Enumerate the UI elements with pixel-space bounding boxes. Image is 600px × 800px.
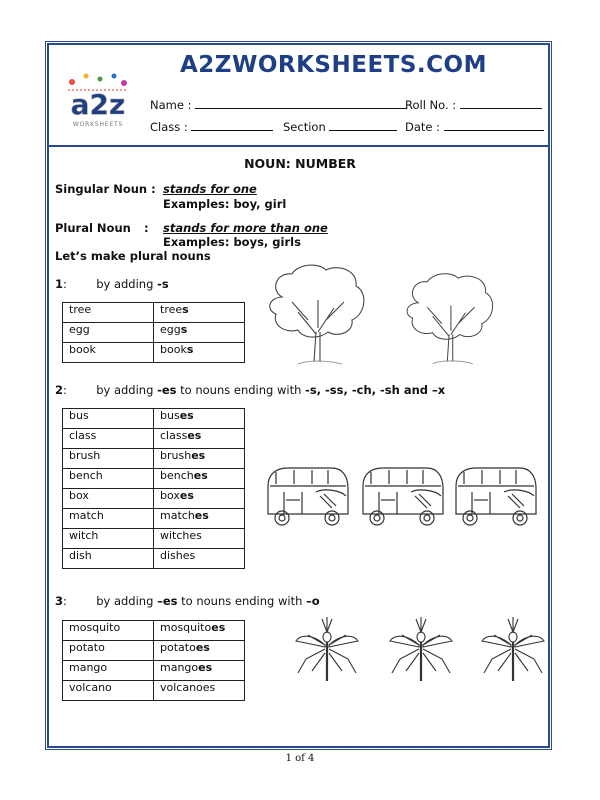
logo-subtext: WORKSHEETS (72, 121, 124, 128)
rule-3-prefix: by adding (96, 594, 154, 608)
section-label: Section (283, 120, 326, 134)
name-field[interactable] (150, 97, 407, 112)
singular-word: volcano (63, 681, 154, 701)
rule-1-table (62, 302, 245, 363)
singular-word: potato (63, 641, 154, 661)
plural-word: buses (154, 409, 245, 429)
plural-word: volcanoes (154, 681, 245, 701)
date-line[interactable] (444, 119, 544, 131)
plural-colon: : (144, 221, 149, 235)
singular-meaning: stands for one (163, 182, 257, 196)
table-row (63, 641, 245, 661)
header-divider (48, 145, 549, 147)
page-number: 1 of 4 (285, 753, 315, 764)
singular-label: Singular Noun : (55, 182, 156, 196)
plural-meaning: stands for more than one (163, 221, 328, 235)
date-field[interactable] (405, 119, 544, 134)
worksheet-title: NOUN: NUMBER (244, 156, 356, 171)
tree-icon (262, 262, 372, 370)
date-label: Date : (405, 120, 441, 134)
mosquito-icon (386, 615, 456, 687)
plural-word: potatoes (154, 641, 245, 661)
singular-examples: Examples: boy, girl (163, 197, 287, 211)
singular-word: bus (63, 409, 154, 429)
singular-word: brush (63, 449, 154, 469)
rule-2-number: 2 (55, 383, 64, 397)
table-row (63, 409, 245, 429)
table-row (63, 681, 245, 701)
singular-word: mosquito (63, 621, 154, 641)
rule-3-heading: 3: by adding –es to nouns ending with –o (55, 594, 320, 608)
section-field[interactable] (283, 119, 397, 134)
table-row (63, 303, 245, 323)
tree-icon (400, 270, 500, 370)
class-line[interactable] (191, 119, 273, 131)
plural-word: dishes (154, 549, 245, 569)
singular-word: tree (63, 303, 154, 323)
rule-2-suffix: -es (157, 383, 177, 397)
table-row (63, 489, 245, 509)
rule-2-endings: -s, -ss, -ch, -sh and –x (305, 383, 446, 397)
table-row (63, 661, 245, 681)
rule-2-rest: to nouns ending with (180, 383, 302, 397)
rule-3-table (62, 620, 245, 701)
plural-word: eggs (154, 323, 245, 343)
rule-1-heading: 1: by adding -s (55, 277, 169, 291)
class-field[interactable] (150, 119, 273, 134)
rule-3-endings: –o (306, 594, 320, 608)
rule-3-suffix: –es (157, 594, 178, 608)
singular-word: book (63, 343, 154, 363)
singular-word: match (63, 509, 154, 529)
mosquito-icon (478, 615, 548, 687)
plural-word: mosquitoes (154, 621, 245, 641)
singular-word: egg (63, 323, 154, 343)
singular-word: bench (63, 469, 154, 489)
singular-word: class (63, 429, 154, 449)
singular-word: dish (63, 549, 154, 569)
rule-1-suffix: -s (157, 277, 169, 291)
logo-text: a2z (70, 88, 126, 121)
rule-2-prefix: by adding (96, 383, 154, 397)
class-label: Class : (150, 120, 188, 134)
rule-3-number: 3 (55, 594, 64, 608)
rule-2-table (62, 408, 245, 569)
plural-word: brushes (154, 449, 245, 469)
singular-word: box (63, 489, 154, 509)
plural-word: boxes (154, 489, 245, 509)
rule-1-number: 1 (55, 277, 64, 291)
plural-word: trees (154, 303, 245, 323)
name-label: Name : (150, 98, 192, 112)
mosquito-icon (292, 615, 362, 687)
van-icon (357, 462, 447, 532)
name-line[interactable] (195, 97, 407, 109)
roll-field[interactable] (405, 97, 542, 112)
table-row (63, 621, 245, 641)
table-row (63, 529, 245, 549)
plural-examples: Examples: boys, girls (163, 235, 301, 249)
a2z-logo-icon (58, 70, 138, 130)
singular-word: mango (63, 661, 154, 681)
table-row (63, 469, 245, 489)
plural-word: matches (154, 509, 245, 529)
plural-word: benches (154, 469, 245, 489)
table-row (63, 323, 245, 343)
section-line[interactable] (329, 119, 397, 131)
table-row (63, 429, 245, 449)
roll-line[interactable] (460, 97, 542, 109)
rule-2-heading: 2: by adding -es to nouns ending with -s, -ss, -ch, -sh and –x (55, 383, 446, 397)
table-row (63, 449, 245, 469)
site-title: A2ZWORKSHEETS.COM (180, 52, 487, 78)
plural-intro: Let’s make plural nouns (55, 249, 211, 263)
table-row (63, 549, 245, 569)
table-row (63, 343, 245, 363)
table-row (63, 509, 245, 529)
singular-word: witch (63, 529, 154, 549)
plural-word: books (154, 343, 245, 363)
roll-label: Roll No. : (405, 98, 457, 112)
plural-label: Plural Noun (55, 221, 131, 235)
plural-word: witches (154, 529, 245, 549)
rule-1-prefix: by adding (96, 277, 154, 291)
van-icon (450, 462, 540, 532)
plural-word: mangoes (154, 661, 245, 681)
rule-3-rest: to nouns ending with (181, 594, 303, 608)
plural-word: classes (154, 429, 245, 449)
van-icon (262, 462, 352, 532)
